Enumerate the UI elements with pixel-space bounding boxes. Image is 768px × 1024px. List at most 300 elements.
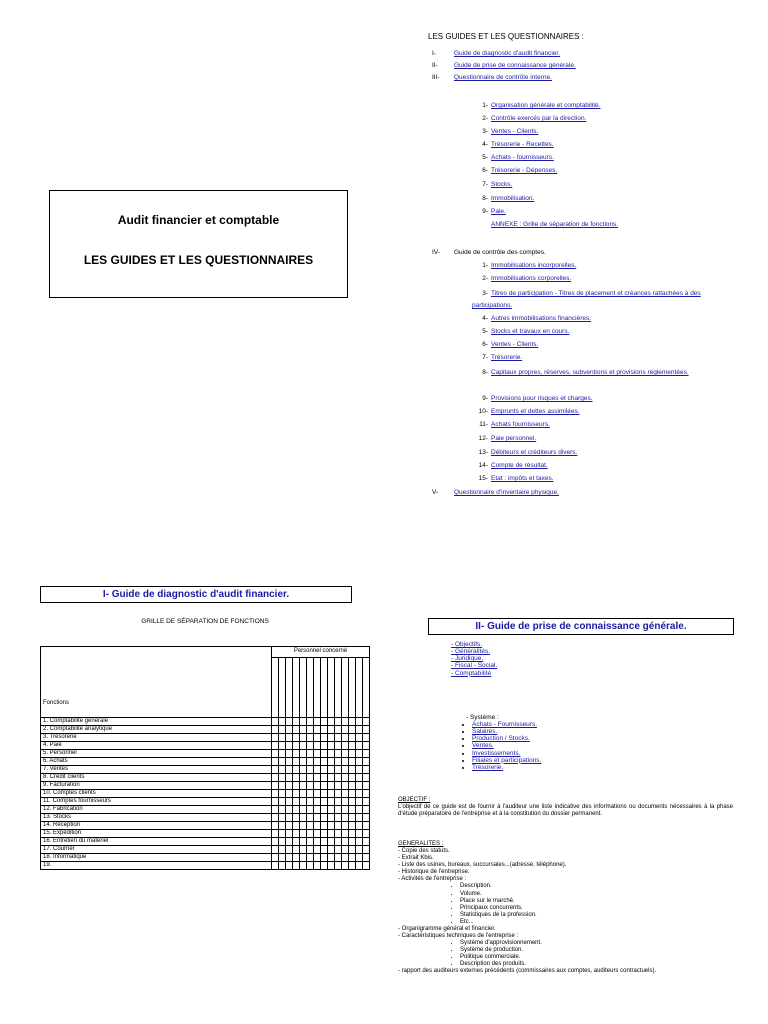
grid-cell bbox=[314, 862, 321, 870]
sub-link[interactable]: Contrôle exercés par la direction. bbox=[491, 115, 587, 122]
grid-cell bbox=[342, 806, 349, 814]
grid-cell bbox=[342, 758, 349, 766]
sub-item: 8- Immobilisation. bbox=[482, 195, 535, 202]
grid-cell bbox=[349, 774, 356, 782]
caracteristique-item: • Système de production. bbox=[460, 947, 733, 954]
activite-item: • Principaux concurrents. bbox=[460, 905, 733, 912]
link-fiscal-social[interactable]: - Fiscal - Social. bbox=[451, 662, 498, 670]
grid-cell bbox=[307, 782, 314, 790]
sub-link[interactable]: Paie. bbox=[491, 208, 506, 215]
grid-row-label: 12. Fabrication bbox=[41, 806, 272, 814]
grid-cell bbox=[342, 726, 349, 734]
grid-cell bbox=[300, 790, 307, 798]
sub-link[interactable]: Achats fournisseurs. bbox=[491, 421, 550, 428]
grid-cell bbox=[307, 838, 314, 846]
sub-item: 5- Achats - fournisseurs. bbox=[482, 154, 554, 161]
grid-cell bbox=[279, 838, 286, 846]
grid-cell bbox=[293, 822, 300, 830]
section2-links bbox=[451, 641, 497, 677]
gen-line: - Activités de l'entreprise : bbox=[398, 876, 467, 883]
grid-cell bbox=[314, 846, 321, 854]
grid-cell bbox=[300, 750, 307, 758]
grid-cell bbox=[335, 734, 342, 742]
grid-cell bbox=[328, 742, 335, 750]
grid-cell bbox=[342, 718, 349, 726]
grid-header-cell bbox=[342, 657, 349, 717]
grid-cell bbox=[363, 718, 370, 726]
grid-row-label: 14. Réception bbox=[41, 822, 272, 830]
grid-cell bbox=[279, 718, 286, 726]
grid-cell bbox=[300, 814, 307, 822]
generalites-block bbox=[398, 841, 733, 975]
grid-row bbox=[41, 718, 370, 726]
sub-link[interactable]: Trésorerie - Dépenses. bbox=[491, 167, 558, 174]
grid-cell bbox=[356, 774, 363, 782]
grid-cell bbox=[321, 750, 328, 758]
grid-row bbox=[41, 846, 370, 854]
grid-cell bbox=[307, 854, 314, 862]
grid-row-label: 5. Personnel bbox=[41, 750, 272, 758]
grid-cell bbox=[272, 830, 279, 838]
grid-cell bbox=[363, 846, 370, 854]
grid-cell bbox=[349, 862, 356, 870]
grid-cell bbox=[363, 782, 370, 790]
grid-row bbox=[41, 862, 370, 870]
grid-cell bbox=[349, 838, 356, 846]
grid-cell bbox=[321, 830, 328, 838]
grid-cell bbox=[349, 806, 356, 814]
gen-line: - Organigramme général et financier. bbox=[398, 925, 496, 932]
sub-link[interactable]: Immobilisations incorporelles. bbox=[491, 262, 577, 269]
grid-cell bbox=[363, 862, 370, 870]
sub-link[interactable]: Capitaux propres, réserves, subventions et provisions réglementées. bbox=[491, 369, 689, 376]
sub-link[interactable]: Autres immobilisations financières. bbox=[491, 315, 592, 322]
toc-item-3 bbox=[432, 74, 552, 81]
grid-cell bbox=[363, 838, 370, 846]
systeme-link[interactable]: Investissements. bbox=[472, 749, 521, 757]
grid-cell bbox=[342, 854, 349, 862]
grid-cell bbox=[272, 718, 279, 726]
objectif-block bbox=[398, 797, 733, 818]
grid-cell bbox=[321, 782, 328, 790]
grid-cell bbox=[293, 830, 300, 838]
grid-cell bbox=[342, 782, 349, 790]
sub-item: 11- Achats fournisseurs. bbox=[479, 421, 550, 428]
gen-line: - Extrait Kbis. bbox=[398, 855, 434, 862]
grid-cell bbox=[335, 742, 342, 750]
grid-cell bbox=[356, 862, 363, 870]
caracteristique-item: • Description des produits. bbox=[460, 961, 733, 968]
grid-cell bbox=[307, 734, 314, 742]
grid-cell bbox=[335, 838, 342, 846]
grid-cell bbox=[286, 838, 293, 846]
grid-cell bbox=[335, 806, 342, 814]
sub-link[interactable]: Organisation générale et comptabilité. bbox=[491, 102, 601, 109]
activite-item: • Statistiques de la profession. bbox=[460, 912, 733, 919]
grid-cell bbox=[307, 758, 314, 766]
grid-cell bbox=[363, 758, 370, 766]
activite-item: • Place sur le marché. bbox=[460, 898, 733, 905]
grid-cell bbox=[342, 750, 349, 758]
gen-line: - Caractéristiques techniques de l'entreprise : bbox=[398, 933, 519, 940]
section1-title-box bbox=[40, 586, 352, 603]
sub-link[interactable]: Compte de résultat. bbox=[491, 462, 548, 469]
grid-cell bbox=[279, 814, 286, 822]
grid-cell bbox=[363, 790, 370, 798]
grid-row-label: 10. Comptes clients bbox=[41, 790, 272, 798]
grid-cell bbox=[300, 782, 307, 790]
grid-cell bbox=[314, 822, 321, 830]
grid-cell bbox=[272, 726, 279, 734]
grid-cell bbox=[272, 750, 279, 758]
grid-cell bbox=[279, 742, 286, 750]
grid-cell bbox=[349, 846, 356, 854]
sub-item: 13- Débiteurs et créditeurs divers. bbox=[478, 449, 578, 456]
grid-cell bbox=[363, 742, 370, 750]
sub-link[interactable]: Débiteurs et créditeurs divers. bbox=[491, 449, 578, 456]
link-juridique[interactable]: - Juridique. bbox=[451, 655, 484, 663]
grid-cell bbox=[272, 862, 279, 870]
grid-cell bbox=[307, 806, 314, 814]
grid-cell bbox=[272, 846, 279, 854]
grid-cell bbox=[349, 822, 356, 830]
grid-cell bbox=[328, 790, 335, 798]
grid-cell bbox=[307, 774, 314, 782]
grid-cell bbox=[321, 790, 328, 798]
sub-link[interactable]: Provisions pour risques et charges. bbox=[491, 395, 593, 402]
grid-cell bbox=[307, 742, 314, 750]
grid-cell bbox=[279, 758, 286, 766]
grid-cell bbox=[321, 838, 328, 846]
grid-cell bbox=[363, 814, 370, 822]
grid-cell bbox=[293, 814, 300, 822]
grid-cell bbox=[342, 814, 349, 822]
sub-item: 9- Paie. bbox=[482, 208, 506, 215]
sub-link[interactable]: Immobilisation. bbox=[491, 195, 535, 202]
grid-cell bbox=[314, 798, 321, 806]
toc-item-2 bbox=[432, 62, 576, 69]
caracteristique-item: • Politique commerciale. bbox=[460, 954, 733, 961]
grid-cell bbox=[335, 766, 342, 774]
grid-cell bbox=[307, 822, 314, 830]
gen-line: - Liste des usines, bureaux, succursales...(adresse, téléphone). bbox=[398, 862, 567, 869]
grid-row bbox=[41, 854, 370, 862]
grid-cell bbox=[307, 790, 314, 798]
grid-cell bbox=[328, 718, 335, 726]
grid-cell bbox=[314, 726, 321, 734]
sub-link[interactable]: Achats - fournisseurs. bbox=[491, 154, 554, 161]
grid-cell bbox=[363, 798, 370, 806]
grid-cell bbox=[293, 750, 300, 758]
gen-line: - Copie des statuts. bbox=[398, 848, 450, 855]
grid-cell bbox=[328, 766, 335, 774]
grid-cell bbox=[286, 718, 293, 726]
grid-cell bbox=[321, 862, 328, 870]
systeme-link[interactable]: Ventes. bbox=[472, 742, 494, 750]
grid-cell bbox=[356, 782, 363, 790]
grid-row-label: 3. Trésorerie bbox=[41, 734, 272, 742]
grid-cell bbox=[279, 830, 286, 838]
grid-row-label: 8. Crédit clients bbox=[41, 774, 272, 782]
title-line-2: LES GUIDES ET LES QUESTIONNAIRES bbox=[83, 253, 314, 267]
grid-row bbox=[41, 822, 370, 830]
grid-cell bbox=[356, 854, 363, 862]
toc-link[interactable]: Questionnaire d'inventaire physique. bbox=[454, 489, 559, 496]
sub-item: 6- Ventes - Clients. bbox=[482, 341, 539, 348]
grid-cell bbox=[321, 766, 328, 774]
title-line-1: Audit financier et comptable bbox=[117, 213, 280, 227]
grid-cell bbox=[307, 814, 314, 822]
grid-cell bbox=[342, 846, 349, 854]
grid-cell bbox=[272, 734, 279, 742]
grid-row-label: 2. Comptabilité analytique bbox=[41, 726, 272, 734]
grid-cell bbox=[349, 766, 356, 774]
grid-cell bbox=[349, 790, 356, 798]
link-generalites[interactable]: - Généralités. bbox=[451, 648, 491, 656]
activite-item: • Volume. bbox=[460, 891, 733, 898]
grid-cell bbox=[314, 766, 321, 774]
grid-cell bbox=[293, 862, 300, 870]
toc-roman: III- bbox=[432, 74, 440, 81]
grid-cell bbox=[342, 838, 349, 846]
grid-header-cell bbox=[293, 657, 300, 717]
sub-item: 1- Immobilisations incorporelles. bbox=[482, 262, 577, 269]
grid-cell bbox=[349, 758, 356, 766]
grid-cell bbox=[314, 790, 321, 798]
sub-item: 12- Paie personnel. bbox=[478, 435, 537, 442]
toc-link[interactable]: Questionnaire de contrôle interne. bbox=[454, 74, 552, 81]
sub-link[interactable]: Emprunts et dettes assimilées. bbox=[491, 408, 580, 415]
grid-cell bbox=[335, 758, 342, 766]
grid-row bbox=[41, 742, 370, 750]
grid-row bbox=[41, 782, 370, 790]
grid-cell bbox=[307, 830, 314, 838]
grid-cell bbox=[356, 726, 363, 734]
grid-cell bbox=[300, 862, 307, 870]
grid-cell bbox=[314, 774, 321, 782]
grid-row bbox=[41, 774, 370, 782]
grid-cell bbox=[286, 806, 293, 814]
grid-cell bbox=[342, 790, 349, 798]
grid-cell bbox=[356, 758, 363, 766]
grid-row bbox=[41, 750, 370, 758]
systeme-link[interactable]: Salaires. bbox=[472, 728, 498, 736]
grid-cell bbox=[307, 846, 314, 854]
section1-title[interactable]: I- Guide de diagnostic d'audit financier. bbox=[102, 589, 290, 600]
grid-cell bbox=[342, 798, 349, 806]
grid-row bbox=[41, 726, 370, 734]
toc-link[interactable]: Guide de prise de connaissance générale. bbox=[454, 62, 576, 69]
sub-link[interactable]: Paie personnel. bbox=[491, 435, 537, 442]
grid-cell bbox=[321, 726, 328, 734]
grid-cell bbox=[356, 806, 363, 814]
sub-link[interactable]: Ventes - Clients. bbox=[491, 341, 539, 348]
grid-cell bbox=[349, 718, 356, 726]
sub-link[interactable]: Immobilisations corporelles. bbox=[491, 275, 572, 282]
grid-cell bbox=[328, 750, 335, 758]
grid-cell bbox=[356, 742, 363, 750]
sub-item: 5- Stocks et travaux en cours. bbox=[482, 328, 570, 335]
grid-row bbox=[41, 758, 370, 766]
systeme-list bbox=[442, 721, 541, 771]
grid-cell bbox=[342, 766, 349, 774]
grid-cell bbox=[300, 830, 307, 838]
grid-cell bbox=[286, 854, 293, 862]
grid-cell bbox=[363, 766, 370, 774]
grid-cell bbox=[272, 742, 279, 750]
grid-cell bbox=[335, 790, 342, 798]
grid-cell bbox=[349, 734, 356, 742]
systeme-link[interactable]: Achats - Fournisseurs. bbox=[472, 721, 538, 728]
grid-row bbox=[41, 766, 370, 774]
grid-cell bbox=[293, 766, 300, 774]
grid-row-label: 1. Comptabilité générale bbox=[41, 718, 272, 726]
grid-cell bbox=[300, 822, 307, 830]
grid-cell bbox=[293, 758, 300, 766]
grid-cell bbox=[272, 790, 279, 798]
grid-cell bbox=[314, 718, 321, 726]
grid-cell bbox=[307, 726, 314, 734]
grid-cell bbox=[342, 862, 349, 870]
grid-cell bbox=[349, 750, 356, 758]
grid-cell bbox=[321, 806, 328, 814]
link-comptabilite[interactable]: - Comptabilité bbox=[451, 669, 492, 677]
grid-cell bbox=[335, 750, 342, 758]
grid-row-label: 15. Expédition bbox=[41, 830, 272, 838]
grid-cell bbox=[356, 750, 363, 758]
link-objectifs[interactable]: - Objectifs. bbox=[451, 641, 483, 648]
grid-cell bbox=[307, 862, 314, 870]
toc-heading: LES GUIDES ET LES QUESTIONNAIRES : bbox=[428, 32, 584, 41]
toc-roman: I- bbox=[432, 50, 436, 57]
grid-cell bbox=[363, 750, 370, 758]
grid-cell bbox=[286, 782, 293, 790]
grid-cell bbox=[328, 726, 335, 734]
sub-link[interactable]: Titres de participation - Titres de placement et créances rattachées à des participations. bbox=[472, 290, 701, 309]
objectif-text: L'objectif de ce guide est de fournir à l'auditeur une liste indicative des informations ou documents nécessaires à la phase d'étude préparatoire de l'entreprise et à la constitution du dossier permanent. bbox=[398, 804, 733, 818]
systeme-link[interactable]: Trésorerie. bbox=[472, 763, 504, 771]
grid-cell bbox=[356, 718, 363, 726]
section2-title[interactable]: II- Guide de prise de connaissance générale. bbox=[475, 621, 687, 632]
generalites-heading: GENERALITES : bbox=[398, 841, 444, 847]
grid-cell bbox=[349, 830, 356, 838]
grid-cell bbox=[349, 782, 356, 790]
grid-cell bbox=[314, 742, 321, 750]
grid-cell bbox=[279, 774, 286, 782]
grid-cell bbox=[335, 822, 342, 830]
grid-cell bbox=[321, 774, 328, 782]
grid-cell bbox=[279, 854, 286, 862]
grid-cell bbox=[363, 726, 370, 734]
grid-cell bbox=[328, 734, 335, 742]
sub-link[interactable]: Trésorerie - Recettes. bbox=[491, 141, 554, 148]
grid-cell bbox=[272, 806, 279, 814]
toc-item-1 bbox=[432, 50, 560, 57]
grid-cell bbox=[272, 798, 279, 806]
grid-cell bbox=[363, 734, 370, 742]
grid-cell bbox=[349, 798, 356, 806]
systeme-link[interactable]: Production / Stocks. bbox=[472, 735, 530, 743]
grid-cell bbox=[293, 798, 300, 806]
activite-item: • Etc... bbox=[460, 919, 733, 926]
grid-row bbox=[41, 734, 370, 742]
grid-cell bbox=[335, 726, 342, 734]
grid-cell bbox=[314, 782, 321, 790]
grid-cell bbox=[286, 758, 293, 766]
sub-item: 1- Organisation générale et comptabilité. bbox=[482, 102, 601, 109]
grid-cell bbox=[293, 790, 300, 798]
title-box bbox=[49, 190, 348, 298]
sub-item: 2- Immobilisations corporelles. bbox=[482, 275, 572, 282]
grid-cell bbox=[314, 734, 321, 742]
sub-link[interactable]: Stocks. bbox=[491, 181, 513, 188]
grid-cell bbox=[356, 766, 363, 774]
grid-cell bbox=[356, 830, 363, 838]
sub-link[interactable]: Trésorerie. bbox=[491, 354, 523, 361]
sub-link[interactable]: Stocks et travaux en cours. bbox=[491, 328, 570, 335]
grid-cell bbox=[286, 798, 293, 806]
grid-cell bbox=[349, 814, 356, 822]
grid-cell bbox=[335, 830, 342, 838]
grid-cell bbox=[356, 838, 363, 846]
grid-row-label: 17. Courrier bbox=[41, 846, 272, 854]
grid-cell bbox=[293, 854, 300, 862]
grid-row bbox=[41, 838, 370, 846]
toc-link[interactable]: Guide de diagnostic d'audit financier. bbox=[454, 50, 561, 57]
grid-cell bbox=[328, 846, 335, 854]
grid-cell bbox=[286, 734, 293, 742]
caracteristiques-list bbox=[398, 940, 733, 968]
grid-cell bbox=[349, 742, 356, 750]
grid-cell bbox=[279, 806, 286, 814]
sub-item: 7- Stocks. bbox=[482, 181, 513, 188]
grid-cell bbox=[293, 742, 300, 750]
grid-cell bbox=[321, 734, 328, 742]
sub-link[interactable]: Ventes - Clients. bbox=[491, 128, 539, 135]
grid-header-cell bbox=[363, 657, 370, 717]
grid-cell bbox=[279, 798, 286, 806]
objectif-heading: OBJECTIF : bbox=[398, 797, 431, 803]
grid-header-cell bbox=[300, 657, 307, 717]
systeme-link[interactable]: Filiales et participations. bbox=[472, 756, 542, 764]
grid-cell bbox=[279, 734, 286, 742]
grid-cell bbox=[321, 742, 328, 750]
grid-header-cell bbox=[272, 657, 279, 717]
grid-row-label: 18. Informatique bbox=[41, 854, 272, 862]
grid-cell bbox=[328, 758, 335, 766]
grid-cell bbox=[363, 830, 370, 838]
grid-header-cell bbox=[328, 657, 335, 717]
grid-header-cell bbox=[349, 657, 356, 717]
grid-cell bbox=[314, 750, 321, 758]
grid-cell bbox=[356, 846, 363, 854]
grid-cell bbox=[279, 726, 286, 734]
grid-row bbox=[41, 790, 370, 798]
toc-roman: V- bbox=[432, 489, 439, 496]
grid-cell bbox=[342, 774, 349, 782]
grid-cell bbox=[314, 814, 321, 822]
toc-label: Guide de contrôle des comptes. bbox=[454, 249, 546, 256]
sub-link[interactable]: Etat : impôts et taxes. bbox=[491, 475, 554, 482]
grid-cell bbox=[321, 854, 328, 862]
grid-cell bbox=[286, 830, 293, 838]
sub-item: 6- Trésorerie - Dépenses. bbox=[482, 167, 558, 174]
grid-cell bbox=[328, 814, 335, 822]
grid-header-cell bbox=[307, 657, 314, 717]
grid-cell bbox=[293, 774, 300, 782]
grid-cell bbox=[321, 798, 328, 806]
grid-cell bbox=[335, 814, 342, 822]
